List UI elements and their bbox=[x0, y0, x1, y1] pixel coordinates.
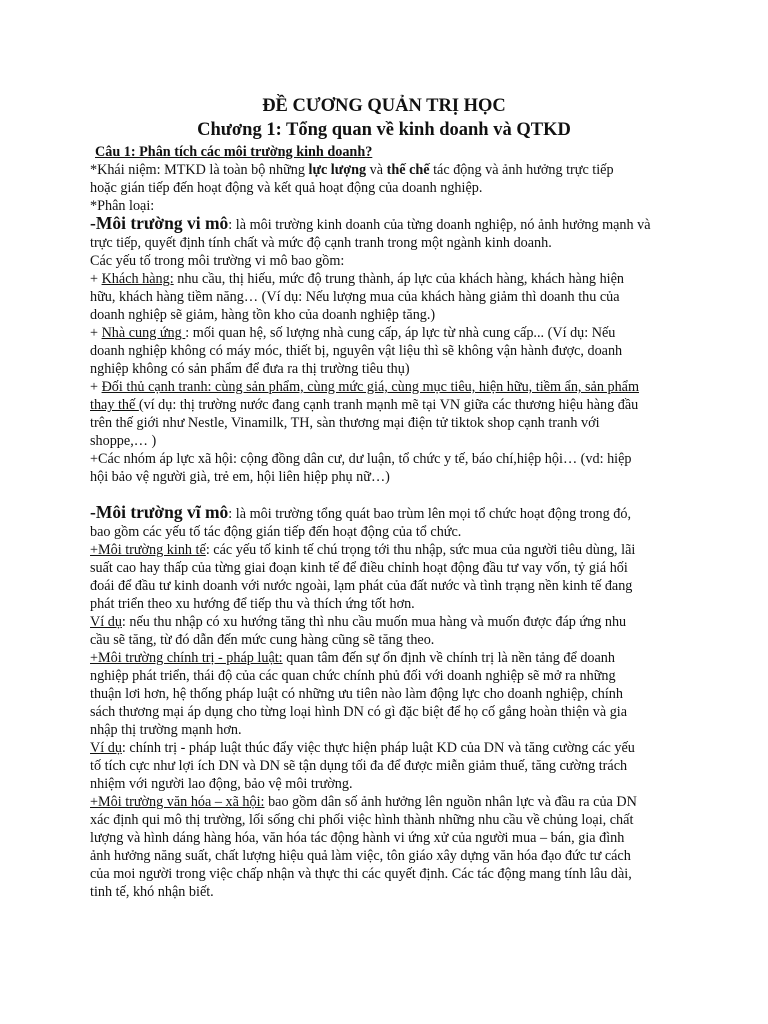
classification-label: *Phân loại: bbox=[90, 198, 155, 214]
competitors-line-1: + Đối thủ cạnh tranh: cùng sản phẩm, cùng mức giá, cùng mục tiêu, hiện hữu, tiềm ẩn, sản phẩm bbox=[90, 379, 639, 395]
customers-line-3: doanh nghiệp sẽ giảm, hàng tồn kho của doanh nghiệp tăng.) bbox=[90, 307, 436, 323]
document-title: ĐỀ CƯƠNG QUẢN TRỊ HỌC bbox=[262, 96, 506, 116]
micro-env-heading: -Môi trường vi mô bbox=[90, 213, 229, 233]
economic-line-2: suất cao hay thấp của từng giai đoạn kinh tế để điều chỉnh hoạt động đầu tư vay vốn, tỷ giá hối bbox=[90, 560, 628, 576]
economic-line-3: đoái để đầu tư kinh doanh với nước ngoài, lạm phát của đất nước và tình trạng nền kinh tế đang bbox=[90, 578, 633, 594]
chapter-title: Chương 1: Tổng quan về kinh doanh và QTKD bbox=[197, 120, 571, 140]
cultural-line-5: của moi người trong việc chấp nhận và thực thi các quyết định. Các tác động mang tính lâu dài, bbox=[90, 866, 632, 882]
political-line-4: sách thương mại áp dụng cho từng loại hình DN có gì đặc biệt để họ cố gắng hoàn thiện và gia bbox=[90, 704, 628, 720]
cultural-line-1: +Môi trường văn hóa – xã hội: bao gồm dân số ảnh hưởng lên nguồn nhân lực và đầu ra của DN bbox=[90, 794, 637, 810]
micro-env-line-1: -Môi trường vi mô: là môi trường kinh doanh của từng doanh nghiệp, nó ảnh hưởng mạnh và bbox=[90, 213, 651, 233]
economic-line-1: +Môi trường kinh tế: các yếu tố kinh tế chú trọng tới thu nhập, sức mua của người tiêu dùng, lãi bbox=[90, 542, 636, 558]
political-line-5: nhập thị trường mạnh hơn. bbox=[90, 722, 242, 738]
definition-line-1: *Khái niệm: MTKD là toàn bộ những lực lượng và thế chế tác động và ảnh hưởng trực tiếp bbox=[90, 162, 614, 178]
suppliers-line-2: doanh nghiệp không có máy móc, thiết bị, nguyên vật liệu thì sẽ không vận hành được, doanh bbox=[90, 343, 623, 359]
economic-example-line-1: Ví dụ: nếu thu nhập có xu hướng tăng thì nhu cầu muốn mua hàng và muốn được đáp ứng nhu bbox=[90, 614, 627, 630]
cultural-line-6: tinh tế, khó nhận biết. bbox=[90, 884, 214, 900]
economic-line-4: phát triển theo xu hướng để tiếp thu và thích ứng tốt hơn. bbox=[90, 596, 415, 612]
question-heading: Câu 1: Phân tích các môi trường kinh doanh? bbox=[95, 144, 373, 160]
micro-env-line-2: trực tiếp, quyết định tính chất và mức độ cạnh tranh trong một ngành kinh doanh. bbox=[90, 235, 552, 251]
cultural-line-4: ảnh hưởng năng suất, chất lượng hiệu quả làm việc, tôn giáo xây dựng văn hóa đạo đức tư cách bbox=[90, 848, 631, 864]
definition-line-2: hoặc gián tiếp đến hoạt động và kết quả hoạt động của doanh nghiệp. bbox=[90, 180, 483, 196]
competitors-line-4: shoppe,… ) bbox=[90, 433, 157, 449]
social-groups-line-2: hội bảo vệ người già, trẻ em, hội liên hiệp phụ nữ…) bbox=[90, 469, 390, 485]
suppliers-line-3: nghiệp không có sản phẩm để đưa ra thị trường tiêu thụ) bbox=[90, 361, 410, 377]
macro-env-heading: -Môi trường vĩ mô bbox=[90, 502, 229, 522]
customers-line-1: + Khách hàng: nhu cầu, thị hiếu, mức độ trung thành, áp lực của khách hàng, khách hàng hiện bbox=[90, 271, 625, 287]
political-line-2: nghiệp phát triển, thái độ của các quan chức chính phủ đối với doanh nghiệp sẽ mở ra những bbox=[90, 668, 616, 684]
customers-line-2: hữu, khách hàng tiềm năng… (Ví dụ: Nếu lượng mua của khách hàng giảm thì doanh thu của bbox=[90, 289, 620, 305]
cultural-line-2: xác định qui mô thị trường, lối sống chi phối việc hình thành những nhu cầu về chủng loại, chất bbox=[90, 812, 634, 828]
political-example-line-3: nhiệm với người lao động, bảo vệ môi trường. bbox=[90, 776, 353, 792]
competitors-line-2: thay thế (ví dụ: thị trường nước đang cạnh tranh mạnh mẽ tại VN giữa các thương hiệu hàng đầu bbox=[90, 397, 639, 413]
macro-env-line-2: bao gồm các yếu tố tác động gián tiếp đến hoạt động của tổ chức. bbox=[90, 524, 462, 540]
political-example-line-2: tố tích cực như lợi ích DN và DN sẽ tận dụng tối đa để được miễn giảm thuế, tăng cường trách bbox=[90, 758, 628, 774]
political-line-1: +Môi trường chính trị - pháp luật: quan tâm đến sự ổn định về chính trị là nền tảng để doanh bbox=[90, 650, 615, 666]
suppliers-line-1: + Nhà cung ứng : mối quan hệ, số lượng nhà cung cấp, áp lực từ nhà cung cấp... (Ví dụ: Nếu bbox=[90, 325, 616, 341]
economic-example-line-2: cầu sẽ tăng, từ đó dẫn đến mức cung hàng cũng sẽ tăng theo. bbox=[90, 632, 435, 648]
micro-env-line-3: Các yếu tố trong môi trường vi mô bao gồm: bbox=[90, 253, 345, 269]
cultural-line-3: lượng và hình dáng hàng hóa, văn hóa tác động hành vi ứng xử của người mua – bán, gia đình bbox=[90, 830, 625, 846]
social-groups-line-1: +Các nhóm áp lực xã hội: cộng đồng dân cư, dư luận, tổ chức y tế, báo chí,hiệp hội… (vd: hiệp bbox=[90, 451, 632, 467]
political-line-3: thuận lơi hơn, hệ thống pháp luật có những ưu tiên nào làm động lực cho doanh nghiệp, chính bbox=[90, 686, 623, 702]
macro-env-line-1: -Môi trường vĩ mô: là môi trường tổng quát bao trùm lên mọi tổ chức hoạt động trong đó, bbox=[90, 502, 632, 522]
competitors-line-3: trên thế giới như Nestle, Vinamilk, TH, sàn thương mại điện tử tiktok shop cạnh tranh với bbox=[90, 415, 600, 431]
political-example-line-1: Ví dụ: chính trị - pháp luật thúc đẩy việc thực hiện pháp luật KD của DN và tăng cường các yếu bbox=[90, 740, 635, 756]
